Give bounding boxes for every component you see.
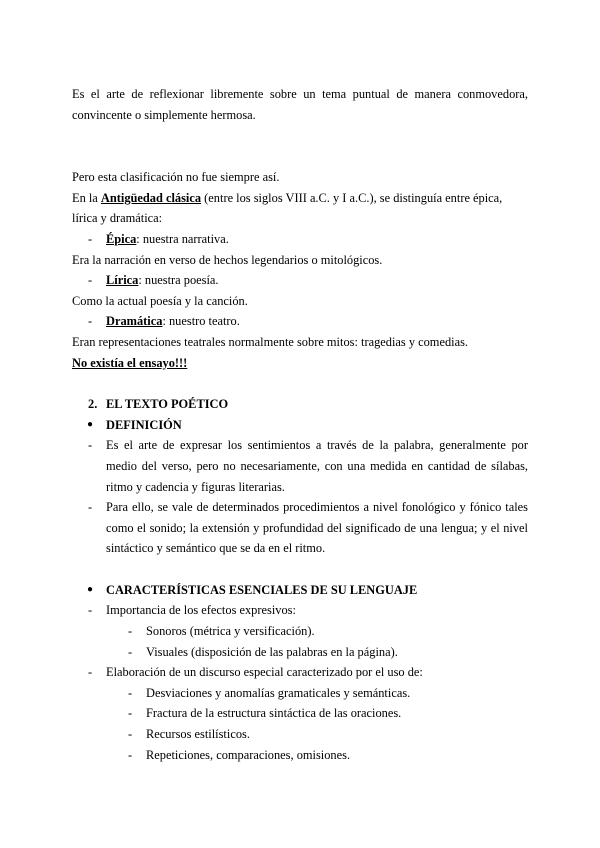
feature-item: - Importancia de los efectos expresivos: <box>72 600 528 621</box>
definition-item: - Para ello, se vale de determinados procedimientos a nivel fonológico y fónico tales como el sonido; la extensión y profundidad del significado de una lengua; y el nivel sintáctico y semántico que se da en el ritmo. <box>72 497 528 559</box>
antiquity-paragraph <box>72 188 528 229</box>
features-heading: ● CARACTERÍSTICAS ESENCIALES DE SU LENGUAJE <box>72 580 528 601</box>
no-essay-note: No existía el ensayo!!! <box>72 355 188 370</box>
genre-explanation: Era la narración en verso de hechos legendarios o mitológicos. <box>72 252 383 267</box>
feature-item: - Elaboración de un discurso especial caracterizado por el uso de: <box>72 662 528 683</box>
genre-desc: : nuestra narrativa. <box>136 231 229 246</box>
antiquity-suffix: (entre los siglos VIII a.C. y I a.C.), se distinguía entre épica, lírica y dramática: <box>72 190 503 226</box>
section-number: 2. <box>88 397 98 412</box>
genre-explanation: Eran representaciones teatrales normalmente sobre mitos: tragedias y comedias. <box>72 334 469 349</box>
document-content <box>72 84 528 765</box>
genre-desc: : nuestro teatro. <box>162 314 240 329</box>
feature-subitem: - Recursos estilísticos. <box>72 724 528 745</box>
classification-note: Pero esta clasificación no fue siempre así. <box>72 170 280 185</box>
section-2-heading <box>72 394 528 415</box>
genre-desc: : nuestra poesía. <box>138 273 219 288</box>
genre-dramatica <box>72 311 528 332</box>
antiquity-prefix: En la <box>72 190 101 205</box>
genre-explanation: Como la actual poesía y la canción. <box>72 293 248 308</box>
feature-subitem: - Fractura de la estructura sintáctica de las oraciones. <box>72 703 528 724</box>
definition-heading: ● DEFINICIÓN <box>72 415 528 436</box>
feature-subitem: - Sonoros (métrica y versificación). <box>72 621 528 642</box>
essay-definition: Es el arte de reflexionar libremente sobre un tema puntual de manera conmovedora, convincente o simplemente hermosa. <box>72 87 528 122</box>
antiquity-term: Antigüedad clásica <box>100 190 202 205</box>
genre-lirica <box>72 270 528 291</box>
genre-epica <box>72 229 528 250</box>
genre-term: Épica <box>106 231 137 246</box>
genre-term: Lírica <box>106 273 139 288</box>
section-title: EL TEXTO POÉTICO <box>106 397 229 412</box>
feature-subitem: - Desviaciones y anomalías gramaticales y semánticas. <box>72 683 528 704</box>
genre-term: Dramática <box>106 314 163 329</box>
feature-subitem: - Repeticiones, comparaciones, omisiones. <box>72 745 528 766</box>
feature-subitem: - Visuales (disposición de las palabras en la página). <box>72 642 528 663</box>
definition-item: - Es el arte de expresar los sentimientos a través de la palabra, generalmente por medio del verso, pero no necesariamente, con una medida en cantidad de sílabas, ritmo y cadencia y figuras literarias. <box>72 435 528 497</box>
